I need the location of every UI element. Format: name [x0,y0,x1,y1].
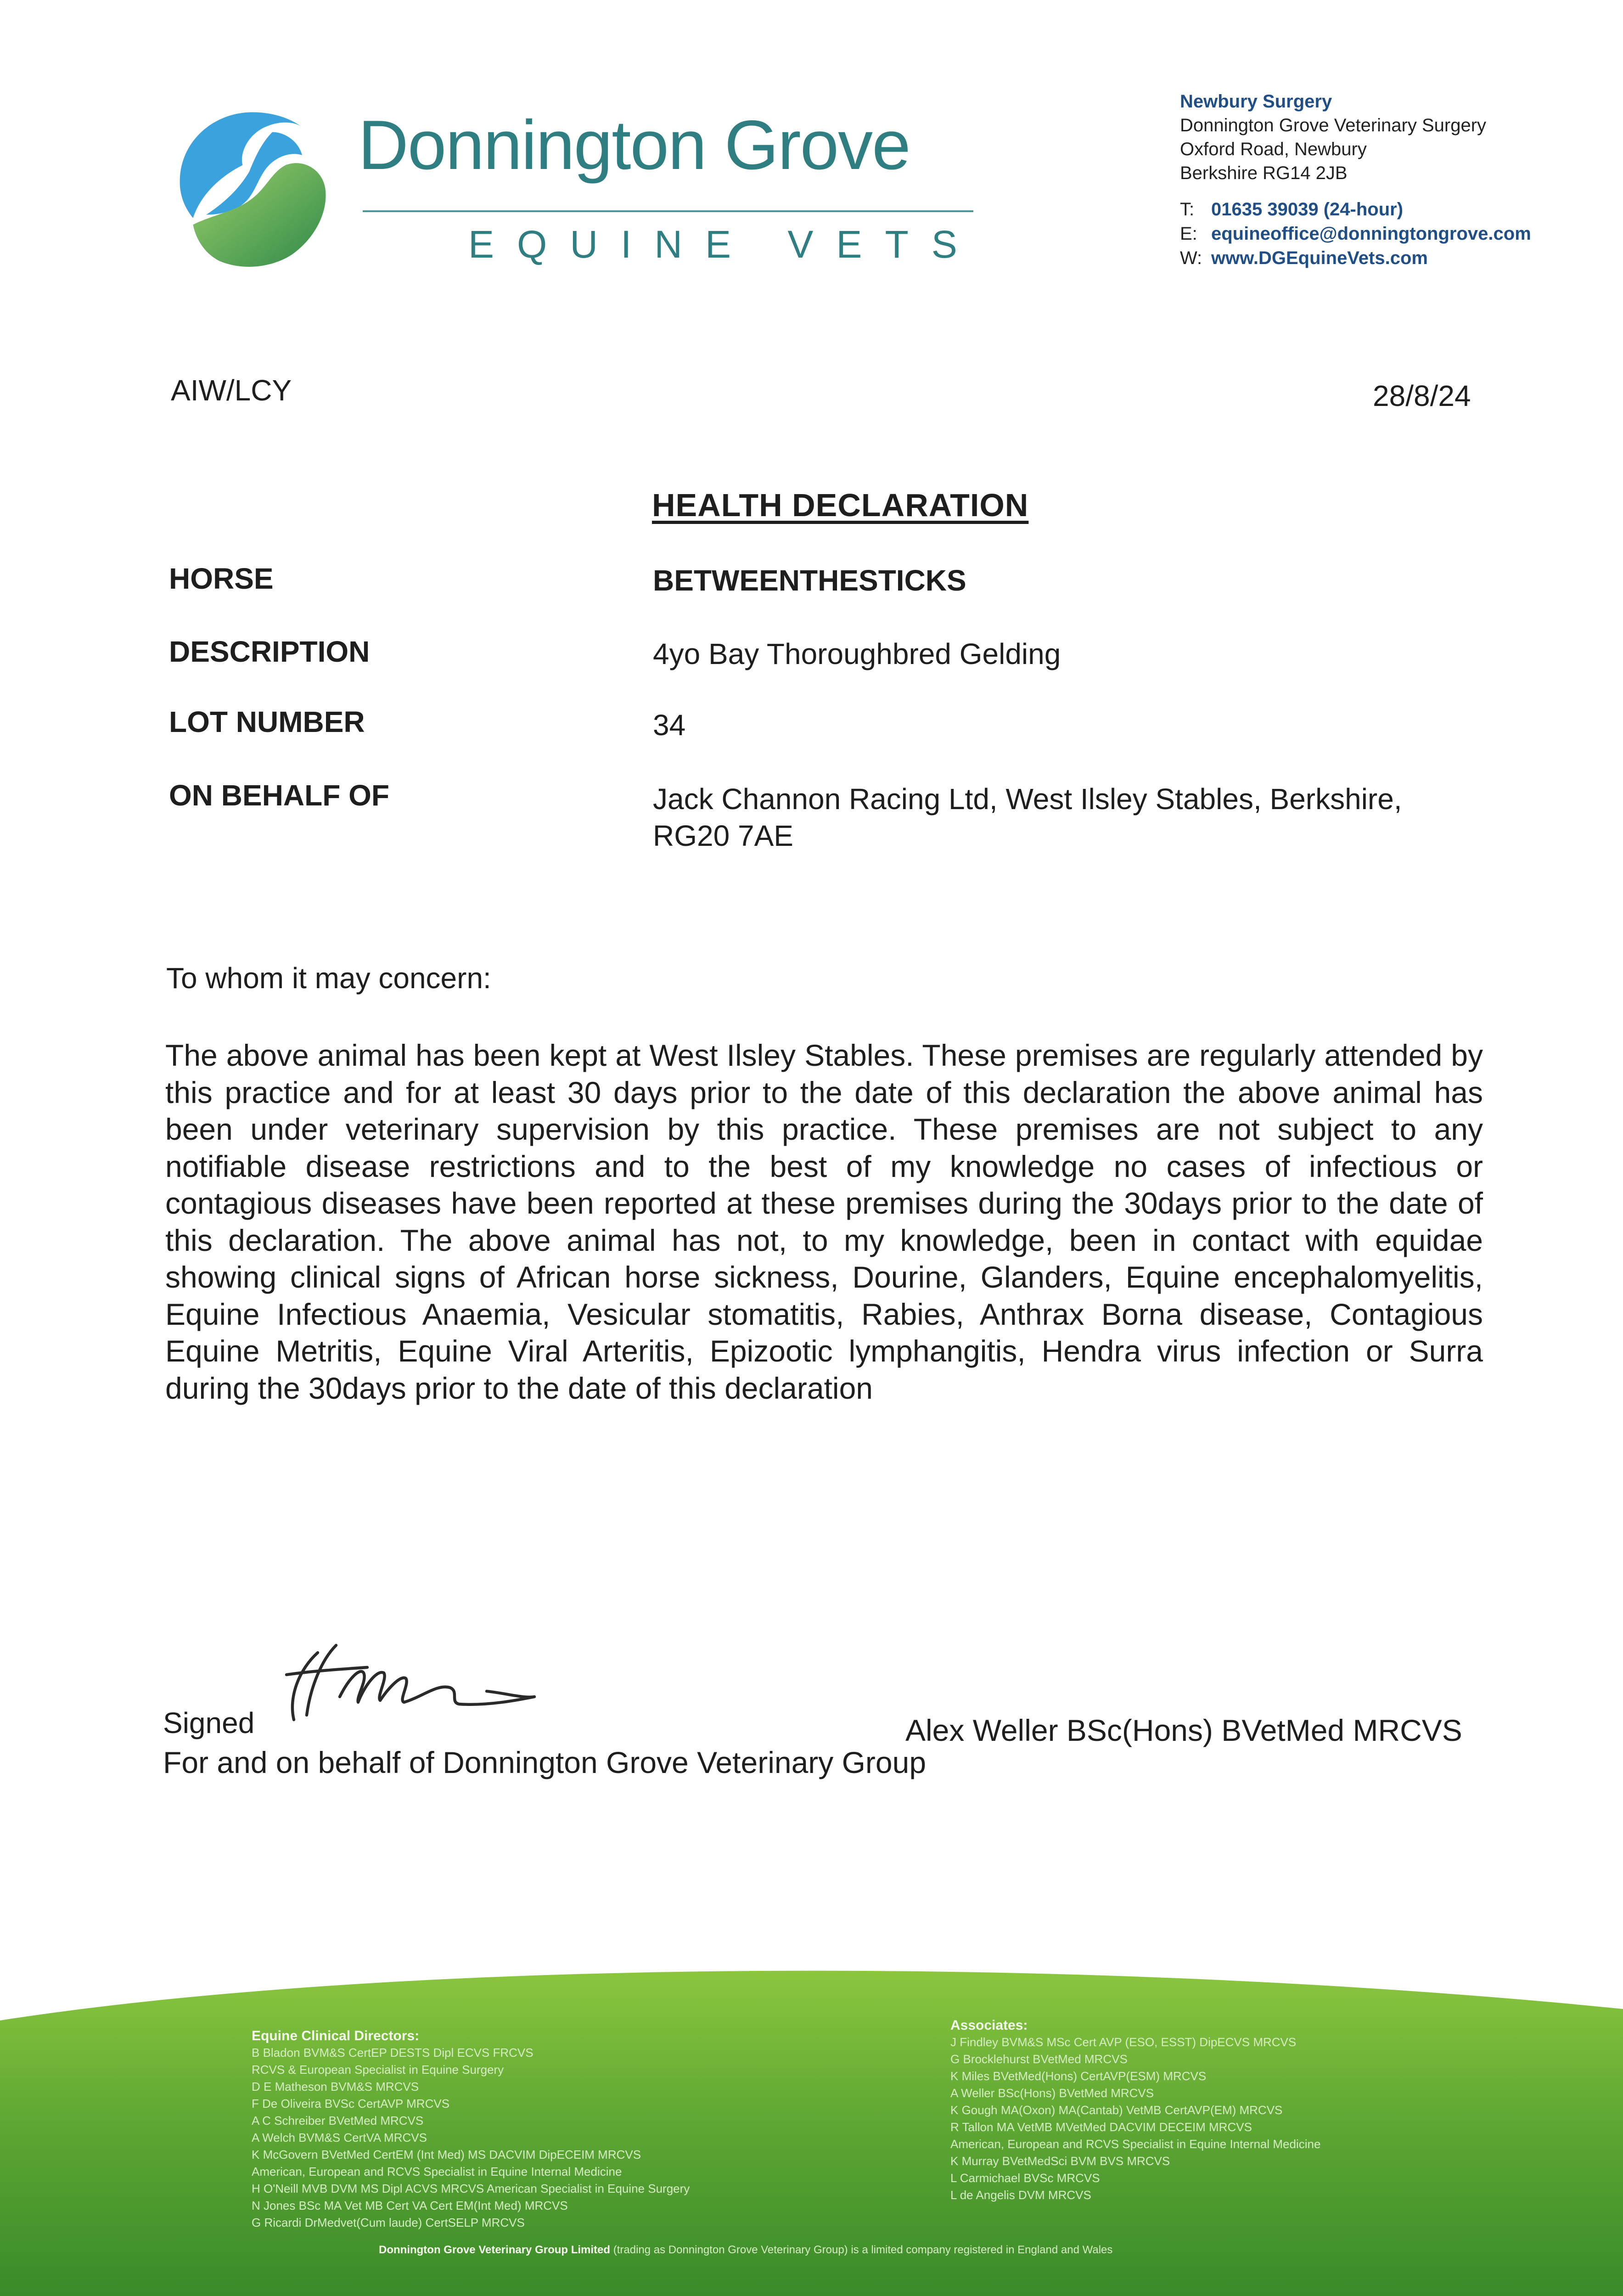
website-link[interactable]: www.DGEquineVets.com [1211,248,1428,268]
company-name: Donnington Grove Veterinary Group Limited [379,2244,611,2256]
field-label-on-behalf-of: ON BEHALF OF [169,779,389,812]
signed-label: Signed [163,1706,255,1739]
brand-name: Donnington Grove [358,106,910,184]
company-registration [379,2244,1112,2257]
document-heading: HEALTH DECLARATION [652,487,1029,523]
brand-subtitle: EQUINE VETS [468,223,980,266]
associates-list [950,2017,1593,2204]
web-row [1180,246,1531,270]
field-value-lot-number: 34 [653,709,686,742]
field-value-on-behalf-of: Jack Channon Racing Ltd, West Ilsley Stables, Berkshire, RG20 7AE [653,782,1402,852]
director-entry: A C Schreiber BVetMed MRCVS [252,2114,424,2127]
director-entry: American, European and RCVS Specialist in Equine Internal Medicine [252,2165,622,2178]
address-line: Oxford Road, Newbury [1180,139,1367,159]
associate-entry: R Tallon MA VetMB MVetMed DACVIM DECEIM MRCVS [950,2120,1252,2134]
signature-icon [275,1632,542,1738]
address-line: Berkshire RG14 2JB [1180,163,1348,183]
phone-number: 01635 39039 (24-hour) [1211,199,1404,219]
associates-title: Associates: [950,2018,1028,2033]
director-entry: RCVS & European Specialist in Equine Surgery [252,2063,504,2077]
field-value-horse: BETWEENTHESTICKS [653,564,966,597]
contact-details [1180,197,1531,270]
associate-entry: L de Angelis DVM MRCVS [950,2188,1091,2202]
directors-title: Equine Clinical Directors: [252,2028,420,2043]
field-label-lot-number: LOT NUMBER [169,705,365,738]
director-entry: B Bladon BVM&S CertEP DESTS Dipl ECVS FRCVS [252,2046,534,2060]
associate-entry: American, European and RCVS Specialist in Equine Internal Medicine [950,2137,1321,2151]
associate-entry: J Findley BVM&S MSc Cert AVP (ESO, ESST) DipECVS MRCVS [950,2035,1297,2049]
associate-entry: A Weller BSc(Hons) BVetMed MRCVS [950,2086,1154,2100]
associate-entry: G Brocklehurst BVetMed MRCVS [950,2052,1128,2066]
document-date: 28/8/24 [1373,379,1471,412]
director-entry: N Jones BSc MA Vet MB Cert VA Cert EM(Int Med) MRCVS [252,2199,568,2212]
company-text: (trading as Donnington Grove Veterinary Group) is a limited company registered in England and Wales [613,2244,1113,2256]
associate-entry: K Gough MA(Oxon) MA(Cantab) VetMB CertAVP(EM) MRCVS [950,2103,1283,2117]
field-label-horse: HORSE [169,562,274,595]
declaration-body: The above animal has been kept at West Ilsley Stables. These premises are regularly attended by this practice and for at least 30 days prior to the date of this declaration the above animal has been under veterinary supervision by this practice. These premises are not subject to any notifiable disease restrictions and to the best of my knowledge no cases of infectious or contagious diseases have been reported at these premises during the 30days prior to the date of this declaration. The above animal has not, to my knowledge, been in contact with equidae showing clinical signs of African horse sickness, Dourine, Glanders, Equine encephalomyelitis, Equine Infectious Anaemia, Vesicular stomatitis, Rabies, Anthrax Borna disease, Contagious Equine Metritis, Equine Viral Arteritis, Epizootic lymphangitis, Hendra virus infection or Surra during the 30days prior to the date of this declaration [165,1038,1483,1405]
director-entry: D E Matheson BVM&S MRCVS [252,2080,419,2093]
director-entry: A Welch BVM&S CertVA MRCVS [252,2131,427,2144]
director-entry: H O'Neill MVB DVM MS Dipl ACVS MRCVS American Specialist in Equine Surgery [252,2182,690,2195]
brand-divider [363,210,973,212]
associate-entry: L Carmichael BVSc MRCVS [950,2171,1100,2185]
web-label: W: [1180,248,1202,268]
field-value-description: 4yo Bay Thoroughbred Gelding [653,637,1061,670]
associate-entry: K Murray BVetMedSci BVM BVS MRCVS [950,2154,1170,2168]
salutation: To whom it may concern: [166,962,491,995]
surgery-address [1180,90,1486,185]
director-entry: K McGovern BVetMed CertEM (Int Med) MS DACVIM DipECEIM MRCVS [252,2148,641,2161]
logo-icon [170,106,335,271]
signatory-name: Alex Weller BSc(Hons) BVetMed MRCVS [905,1713,1462,1747]
director-entry: G Ricardi DrMedvet(Cum laude) CertSELP MRCVS [252,2216,525,2229]
email-row [1180,222,1531,246]
behalf-line: For and on behalf of Donnington Grove Veterinary Group [163,1745,927,1779]
reference-code: AIW/LCY [171,374,292,407]
phone-row [1180,197,1531,222]
field-label-description: DESCRIPTION [169,635,370,668]
email-link[interactable]: equineoffice@donningtongrove.com [1211,224,1531,244]
directors-list [252,2027,931,2231]
phone-label: T: [1180,199,1195,219]
associate-entry: K Miles BVetMed(Hons) CertAVP(ESM) MRCVS [950,2069,1207,2083]
address-line: Donnington Grove Veterinary Surgery [1180,115,1487,135]
email-label: E: [1180,224,1197,244]
branch-name: Newbury Surgery [1180,91,1332,112]
director-entry: F De Oliveira BVSc CertAVP MRCVS [252,2097,450,2110]
